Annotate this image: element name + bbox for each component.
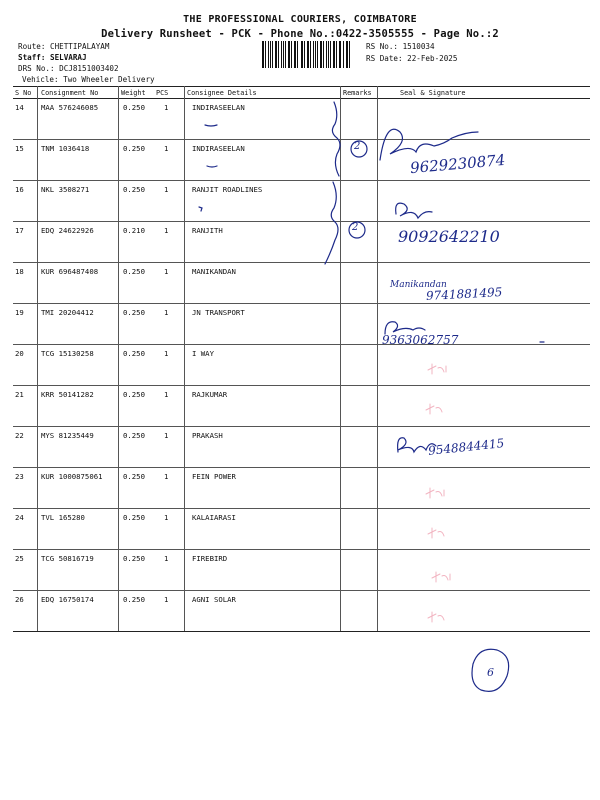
row-weight: 0.250 <box>123 390 145 399</box>
row-consignee: FEIN POWER <box>192 472 236 481</box>
row-consignment: NKL 3508271 <box>41 185 90 194</box>
row-consignment: KRR 50141282 <box>41 390 94 399</box>
handwritten-phone: 9548844415 <box>427 436 505 458</box>
col-remarks: Remarks <box>343 89 372 97</box>
staff-label: Staff: SELVARAJ <box>18 53 87 62</box>
row-sno: 17 <box>15 226 24 235</box>
handwritten-phone: 9092642210 <box>398 227 500 246</box>
row-weight: 0.250 <box>123 267 145 276</box>
row-consignment: KUR 696487408 <box>41 267 99 276</box>
col-sno: S No <box>15 89 32 97</box>
row-weight: 0.250 <box>123 431 145 440</box>
row-consignee: RAJKUMAR <box>192 390 228 399</box>
row-pcs: 1 <box>164 267 169 276</box>
row-pcs: 1 <box>164 390 169 399</box>
rs-date: RS Date: 22-Feb-2025 <box>366 54 458 63</box>
col-pcs: PCS <box>156 89 169 97</box>
remark-handwritten: 2 <box>352 222 359 233</box>
row-sno: 24 <box>15 513 24 522</box>
row-sno: 15 <box>15 144 24 153</box>
row-pcs: 1 <box>164 554 169 563</box>
col-consignment: Consignment No <box>41 89 99 97</box>
row-pcs: 1 <box>164 472 169 481</box>
row-sno: 21 <box>15 390 24 399</box>
row-consignee: AGNI SOLAR <box>192 595 236 604</box>
row-consignment: EDQ 24622926 <box>41 226 94 235</box>
col-weight: Weight <box>121 89 146 97</box>
row-pcs: 1 <box>164 513 169 522</box>
row-consignee: JN TRANSPORT <box>192 308 245 317</box>
row-weight: 0.250 <box>123 554 145 563</box>
row-pcs: 1 <box>164 144 169 153</box>
row-sno: 19 <box>15 308 24 317</box>
row-consignment: MYS 81235449 <box>41 431 94 440</box>
row-consignment: TMI 20204412 <box>41 308 94 317</box>
row-weight: 0.250 <box>123 144 145 153</box>
handwritten-phone: 9741881495 <box>425 285 503 303</box>
row-weight: 0.250 <box>123 103 145 112</box>
vehicle-label: Vehicle: Two Wheeler Delivery <box>22 75 155 84</box>
row-pcs: 1 <box>164 595 169 604</box>
row-weight: 0.250 <box>123 472 145 481</box>
row-consignment: TNM 1036418 <box>41 144 90 153</box>
row-pcs: 1 <box>164 349 169 358</box>
runsheet-subtitle: Delivery Runsheet - PCK - Phone No.:0422-3505555 - Page No.:2 <box>101 28 499 40</box>
row-consignment: TCG 50816719 <box>41 554 94 563</box>
row-consignment: TCG 15130258 <box>41 349 94 358</box>
row-sno: 16 <box>15 185 24 194</box>
row-sno: 25 <box>15 554 24 563</box>
row-pcs: 1 <box>164 308 169 317</box>
row-consignee: FIREBIRD <box>192 554 228 563</box>
remark-handwritten: 2 <box>354 141 361 152</box>
row-consignee: MANIKANDAN <box>192 267 236 276</box>
row-consignee: PRAKASH <box>192 431 223 440</box>
row-sno: 23 <box>15 472 24 481</box>
rs-number: RS No.: 1510034 <box>366 42 435 51</box>
col-consignee: Consignee Details <box>187 89 257 97</box>
route-label: Route: CHETTIPALAYAM <box>18 42 110 51</box>
row-weight: 0.250 <box>123 595 145 604</box>
row-weight: 0.250 <box>123 308 145 317</box>
handwritten-phone: 9629230874 <box>409 150 507 178</box>
handwritten-name: Manikandan <box>390 280 447 290</box>
col-seal-signature: Seal & Signature <box>400 89 466 97</box>
row-sno: 14 <box>15 103 24 112</box>
row-pcs: 1 <box>164 226 169 235</box>
row-weight: 0.250 <box>123 513 145 522</box>
row-pcs: 1 <box>164 103 169 112</box>
row-consignment: TVL 165280 <box>41 513 85 522</box>
row-sno: 18 <box>15 267 24 276</box>
row-sno: 22 <box>15 431 24 440</box>
row-weight: 0.210 <box>123 226 145 235</box>
row-consignee: RANJITH <box>192 226 223 235</box>
row-consignee: INDIRASEELAN <box>192 144 245 153</box>
row-consignment: MAA 576246085 <box>41 103 99 112</box>
company-title: THE PROFESSIONAL COURIERS, COIMBATORE <box>183 14 417 25</box>
row-consignee: I WAY <box>192 349 214 358</box>
page-mark-number: 6 <box>487 666 494 679</box>
row-sno: 26 <box>15 595 24 604</box>
row-consignment: EDQ 16750174 <box>41 595 94 604</box>
row-pcs: 1 <box>164 431 169 440</box>
row-pcs: 1 <box>164 185 169 194</box>
row-consignee: KALAIARASI <box>192 513 236 522</box>
row-consignment: KUR 1000875061 <box>41 472 103 481</box>
row-weight: 0.250 <box>123 185 145 194</box>
row-consignee: INDIRASEELAN <box>192 103 245 112</box>
handwritten-phone: 9363062757 <box>382 333 459 347</box>
row-consignee: RANJIT ROADLINES <box>192 185 263 194</box>
row-weight: 0.250 <box>123 349 145 358</box>
drs-number: DRS No.: DCJ8151003402 <box>18 64 119 73</box>
row-sno: 20 <box>15 349 24 358</box>
